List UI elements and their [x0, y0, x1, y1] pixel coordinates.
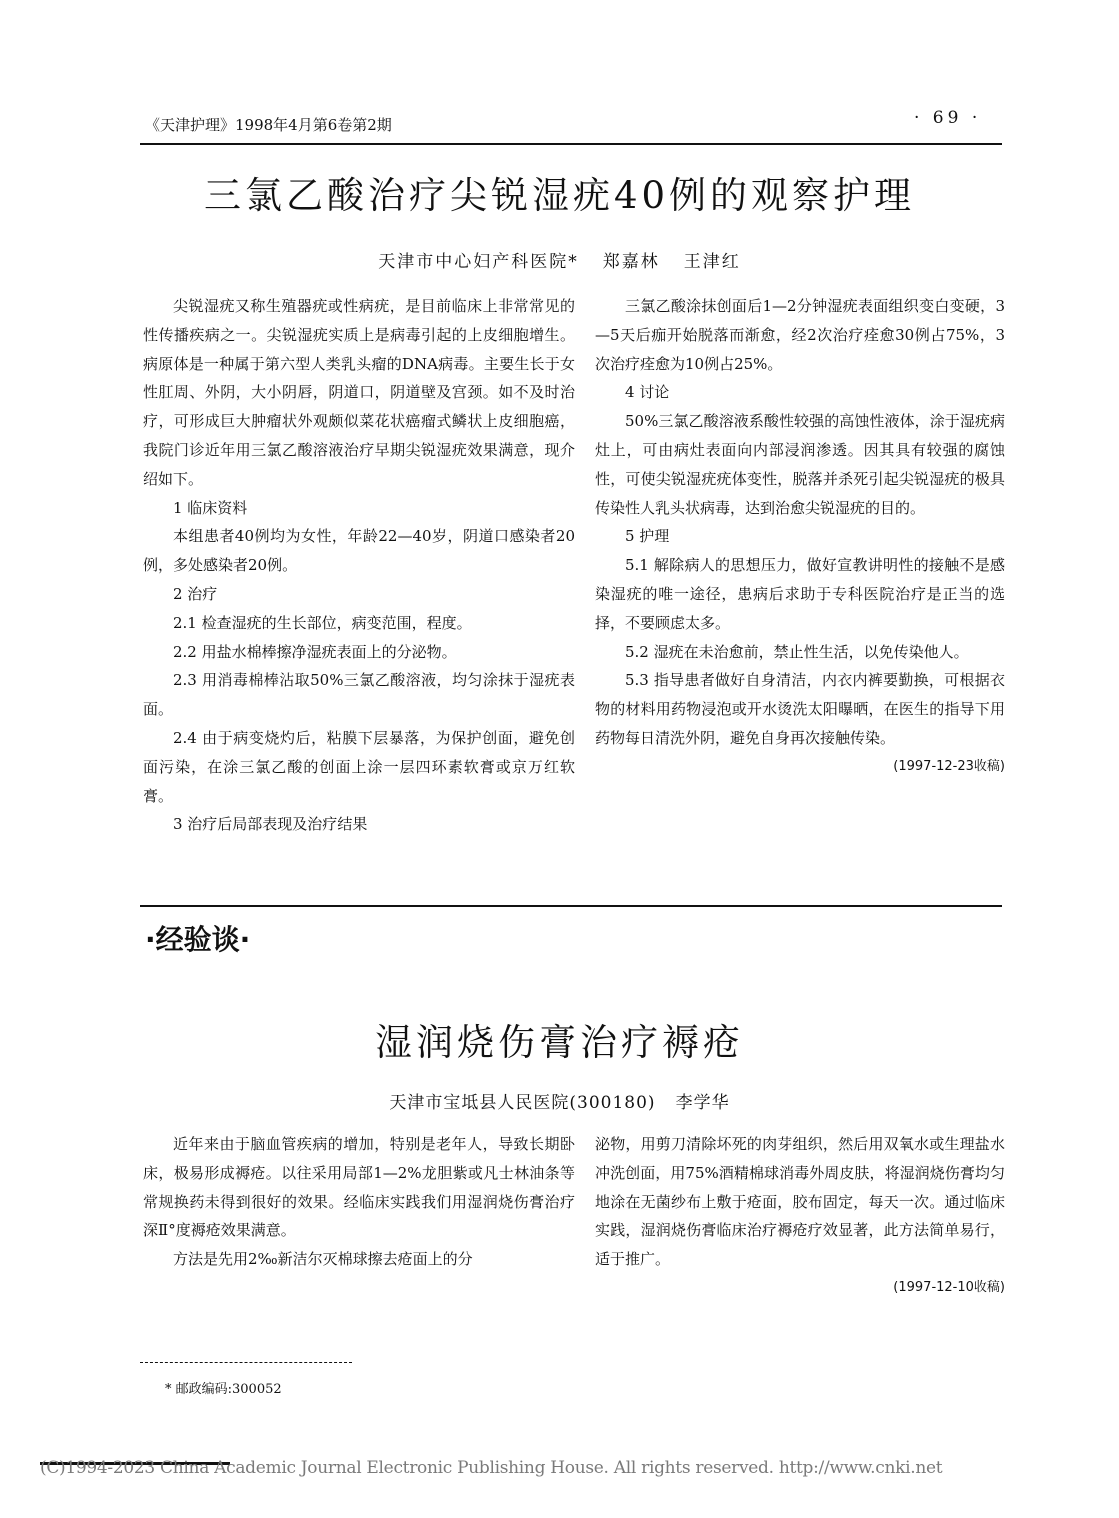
section-label: ·经验谈·	[145, 923, 251, 956]
article2-affiliation: 天津市宝坻县人民医院(300180)	[389, 1093, 656, 1113]
paragraph: 尖锐湿疣又称生殖器疣或性病疣，是目前临床上非常常见的性传播疾病之一。尖锐湿疣实质上是病毒引起的上皮细胞增生。病原体是一种属于第六型人类乳头瘤的DNA病毒。主要生长于女性肛周、外阴，大小阴唇，阴道口，阴道壁及宫颈。如不及时治疗，可形成巨大肿瘤状外观颇似菜花状癌瘤式鳞状上皮细胞癌，我院门诊近年用三氯乙酸溶液治疗早期尖锐湿疣效果满意，现介绍如下。	[143, 297, 575, 488]
paragraph: 2.1 检查湿疣的生长部位，病变范围，程度。	[173, 613, 472, 632]
article1-title: 三氯乙酸治疗尖锐湿疣40例的观察护理	[203, 174, 916, 217]
paragraph: 近年来由于脑血管疾病的增加，特别是老年人，导致长期卧床，极易形成褥疮。以往采用局部1—2%龙胆紫或凡士林油条等常规换药未得到很好的效果。经临床实践我们用湿润烧伤膏治疗深Ⅱ°度褥疮效果满意。	[143, 1135, 575, 1240]
paragraph: 方法是先用2‰新洁尔灭棉球擦去疮面上的分	[173, 1250, 473, 1269]
section-divider	[140, 905, 1002, 907]
page-number: · 69 ·	[914, 108, 982, 128]
footnote: * 邮政编码:300052	[165, 1382, 282, 1397]
section-heading: 5 护理	[625, 527, 670, 546]
article1-received-date: (1997-12-23收稿)	[893, 758, 1005, 774]
paragraph: 2.3 用消毒棉棒沾取50%三氯乙酸溶液，均匀涂抹于湿疣表面。	[143, 671, 575, 719]
paragraph: 50%三氯乙酸溶液系酸性较强的高蚀性液体，涂于湿疣病灶上，可由病灶表面向内部浸润渗透。因其具有较强的腐蚀性，可使尖锐湿疣疣体变性，脱落并杀死引起尖锐湿疣的极具传染性人乳头状病毒，达到治愈尖锐湿疣的目的。	[595, 412, 1005, 517]
paragraph: 泌物，用剪刀清除坏死的肉芽组织，然后用双氧水或生理盐水冲洗创面，用75%酒精棉球消毒外周皮肤，将湿润烧伤膏均匀地涂在无菌纱布上敷于疮面，胶布固定，每天一次。通过临床实践，湿润烧伤膏临床治疗褥疮疗效显著，此方法简单易行，适于推广。	[595, 1135, 1005, 1269]
article1-affiliation: 天津市中心妇产科医院*	[378, 252, 579, 272]
article1-author-2: 王津红	[683, 252, 741, 272]
article2-byline	[0, 1088, 1119, 1113]
article1-right-column	[595, 292, 1005, 782]
article2-left-column	[143, 1130, 575, 1274]
paragraph: 本组患者40例均为女性，年龄22—40岁，阴道口感染者20例，多处感染者20例。	[143, 527, 575, 575]
article2-title: 湿润烧伤膏治疗褥疮	[375, 1021, 744, 1064]
article2-author: 李学华	[675, 1093, 730, 1113]
paragraph: 5.2 湿疣在未治愈前，禁止性生活，以免传染他人。	[625, 642, 969, 661]
article1-author-1: 郑嘉林	[602, 252, 660, 272]
section-heading: 1 临床资料	[173, 498, 248, 517]
footnote-divider	[140, 1362, 352, 1363]
paragraph: 2.2 用盐水棉棒擦净湿疣表面上的分泌物。	[173, 642, 457, 661]
paragraph: 5.3 指导患者做好自身清洁，内衣内裤要勤换，可根据衣物的材料用药物浸泡或开水烫洗太阳曝晒，在医生的指导下用药物每日清洗外阴，避免自身再次接触传染。	[595, 671, 1005, 747]
journal-header: 《天津护理》1998年4月第6卷第2期	[145, 116, 392, 134]
article1-left-column	[143, 292, 575, 839]
paragraph: 三氯乙酸涂抹创面后1—2分钟湿疣表面组织变白变硬，3—5天后痂开始脱落而渐愈，经2次治疗痊愈30例占75%，3次治疗痊愈为10例占25%。	[595, 297, 1005, 373]
paragraph: 2.4 由于病变烧灼后，粘膜下层暴落，为保护创面，避免创面污染，在涂三氯乙酸的创面上涂一层四环素软膏或京万红软膏。	[143, 728, 575, 805]
article1-byline	[0, 247, 1119, 272]
paragraph: 5.1 解除病人的思想压力，做好宣教讲明性的接触不是感染湿疣的唯一途径，患病后求助于专科医院治疗是正当的选择，不要顾虑太多。	[595, 556, 1005, 632]
section-heading: 2 治疗	[173, 584, 218, 603]
section-heading: 4 讨论	[625, 383, 670, 402]
article2-received-date: (1997-12-10收稿)	[893, 1279, 1005, 1295]
copyright-notice: (C)1994-2023 China Academic Journal Electronic Publishing House. All rights reserved. http://www.cnki.net	[40, 1458, 943, 1478]
article2-right-column	[595, 1130, 1005, 1303]
header-divider	[140, 143, 1002, 145]
section-heading: 3 治疗后局部表现及治疗结果	[173, 815, 368, 834]
